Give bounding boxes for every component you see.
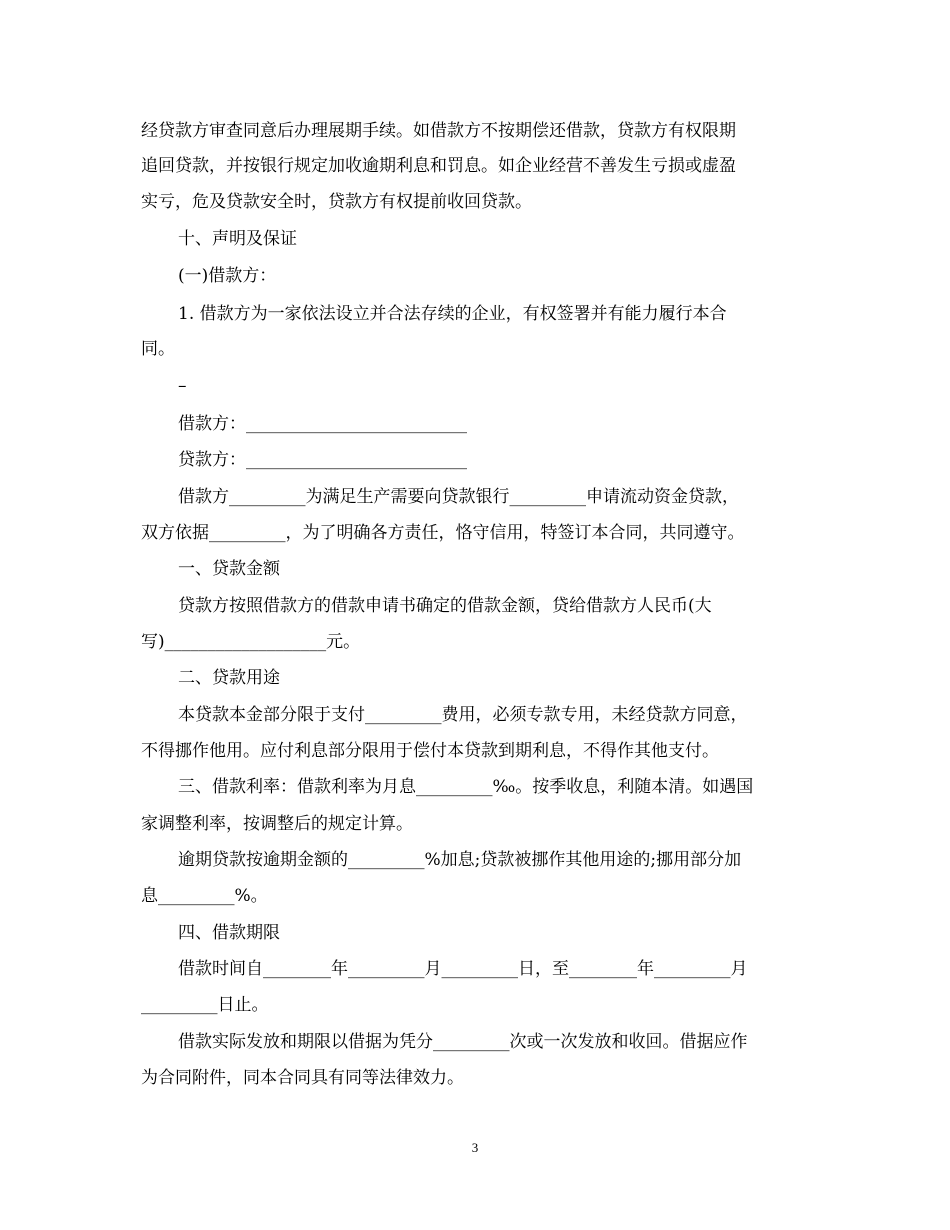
paragraph-line: 双方依据_________，为了明确各方责任，恪守信用，特签订本合同，共同遵守。: [141, 523, 745, 543]
paragraph-line: 实亏，危及贷款安全时，贷款方有权提前收回贷款。: [141, 192, 532, 212]
section-heading: 三、借款利率：借款利率为月息_________‰。按季收息，利随本清。如遇国: [178, 777, 754, 797]
paragraph-line: 借款实际发放和期限以借据为凭分_________次或一次发放和收回。借据应作: [178, 1032, 748, 1052]
paragraph-line: 借款时间自________年_________月_________日，至________年_________月: [178, 959, 748, 979]
paragraph-line: 为合同附件，同本合同具有同等法律效力。: [141, 1068, 464, 1088]
section-heading: 二、贷款用途: [178, 668, 280, 688]
paragraph-line: 追回贷款，并按银行规定加收逾期利息和罚息。如企业经营不善发生亏损或虚盈: [141, 156, 736, 176]
page-number: 3: [471, 1140, 479, 1155]
paragraph-line: 本贷款本金部分限于支付_________费用，必须专款专用，未经贷款方同意，: [178, 705, 748, 725]
lender-signature-line: 贷款方：__________________________: [178, 450, 467, 470]
paragraph-line: 写)___________________元。: [141, 632, 361, 652]
paragraph-line: _________日止。: [141, 995, 269, 1015]
dash-mark: –: [178, 376, 187, 396]
section-heading: 一、贷款金额: [178, 559, 280, 579]
paragraph-line: 同。: [141, 339, 175, 359]
paragraph-line: 家调整利率，按调整后的规定计算。: [141, 814, 413, 834]
paragraph-line: 1. 借款方为一家依法设立并合法存续的企业，有权签署并有能力履行本合: [178, 304, 727, 324]
paragraph-line: 经贷款方审查同意后办理展期手续。如借款方不按期偿还借款，贷款方有权限期: [141, 121, 736, 141]
paragraph-line: 息_________%。: [141, 886, 268, 906]
paragraph-line: 贷款方按照借款方的借款申请书确定的借款金额，贷给借款方人民币(大: [178, 596, 712, 616]
paragraph-line: 逾期贷款按逾期金额的_________%加息;贷款被挪作其他用途的;挪用部分加: [178, 850, 742, 870]
section-heading: 四、借款期限: [178, 923, 280, 943]
section-heading: 十、声明及保证: [178, 229, 297, 249]
subsection-heading: (一)借款方：: [178, 266, 277, 286]
borrower-signature-line: 借款方：__________________________: [178, 414, 467, 434]
paragraph-line: 借款方_________为满足生产需要向贷款银行_________申请流动资金贷款，: [178, 487, 739, 507]
paragraph-line: 不得挪作他用。应付利息部分限用于偿付本贷款到期利息，不得作其他支付。: [141, 741, 719, 761]
